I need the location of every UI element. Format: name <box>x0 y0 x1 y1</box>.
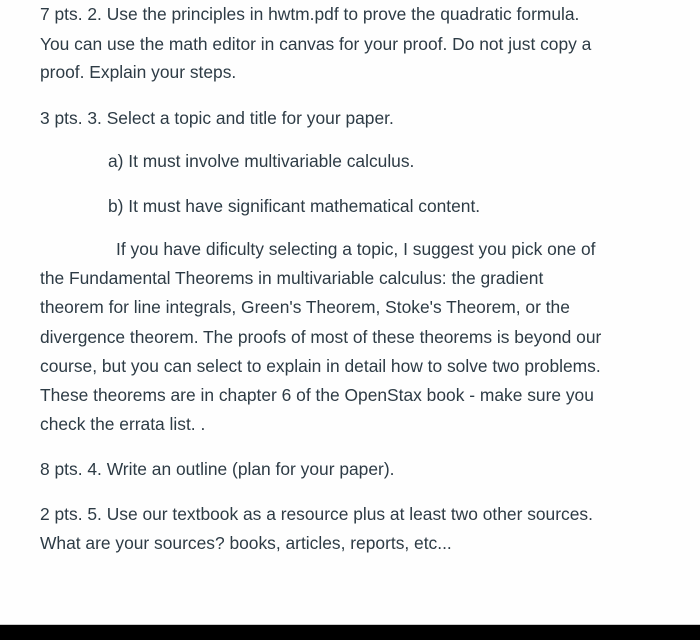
suggestion-line: theorem for line integrals, Green's Theorem, Stoke's Theorem, or the <box>40 297 570 317</box>
item2-line: You can use the math editor in canvas for your proof. Do not just copy a <box>40 34 592 54</box>
item5-line: 2 pts. 5. Use our textbook as a resource plus at least two other sources. <box>40 504 593 524</box>
item4-heading: 8 pts. 4. Write an outline (plan for your paper). <box>40 459 395 479</box>
item3-heading: 3 pts. 3. Select a topic and title for your paper. <box>40 108 394 128</box>
requirement-b: b) It must have significant mathematical content. <box>108 196 481 216</box>
item5-line: What are your sources? books, articles, reports, etc... <box>40 533 452 553</box>
item2-line: 7 pts. 2. Use the principles in hwtm.pdf to prove the quadratic formula. <box>40 4 580 24</box>
suggestion-line: check the errata list. . <box>40 414 206 434</box>
suggestion-line: the Fundamental Theorems in multivariable calculus: the gradient <box>40 268 544 288</box>
item2-line: proof. Explain your steps. <box>40 62 237 82</box>
suggestion-line: If you have dificulty selecting a topic, I suggest you pick one of <box>116 239 596 259</box>
suggestion-line: These theorems are in chapter 6 of the OpenStax book - make sure you <box>40 385 594 405</box>
bottom-black-bar <box>0 624 700 640</box>
suggestion-line: divergence theorem. The proofs of most of these theorems is beyond our <box>40 327 602 347</box>
suggestion-line: course, but you can select to explain in detail how to solve two problems. <box>40 356 601 376</box>
requirement-a: a) It must involve multivariable calculus. <box>108 151 415 171</box>
